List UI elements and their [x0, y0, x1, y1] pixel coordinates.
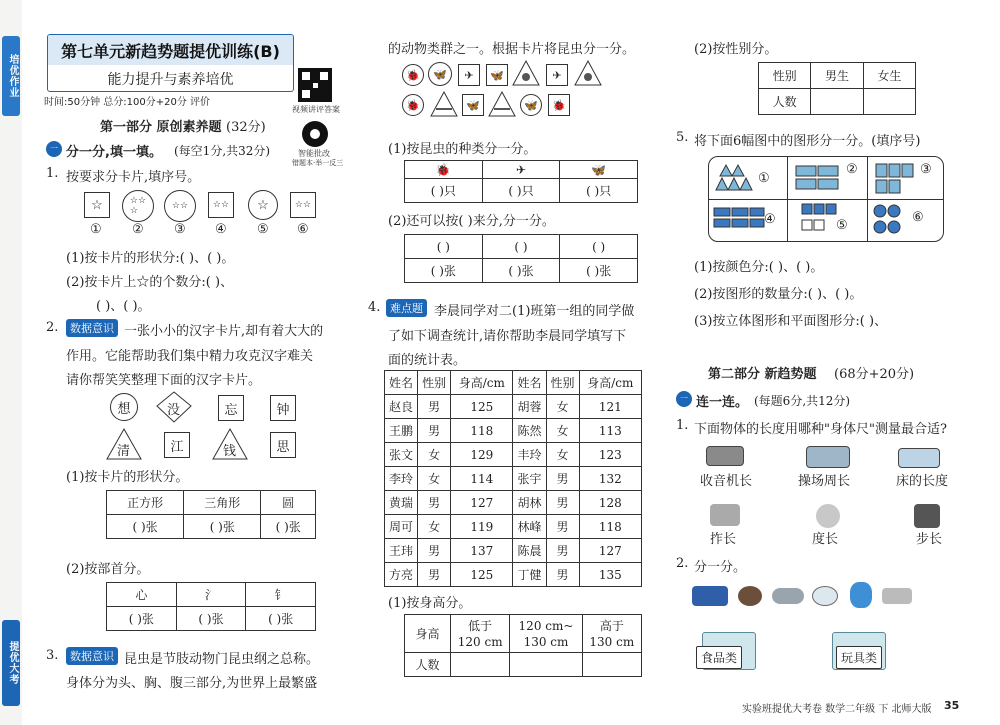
survey-cell: 127 [579, 539, 641, 563]
answer-cell[interactable]: ( )张 [184, 515, 261, 539]
panel-label-4: ④ [764, 212, 776, 227]
spine-bottom-label: 提优大考 [2, 620, 20, 706]
answer-cell[interactable] [510, 653, 582, 677]
card-label-4: ④ [215, 222, 227, 237]
answer-cell[interactable]: ( ) [560, 235, 638, 259]
survey-cell: 方亮 [385, 563, 418, 587]
survey-cell: 胡蓉 [513, 395, 546, 419]
survey-cell: 125 [451, 563, 513, 587]
q2-tag: 数据意识 [66, 319, 118, 337]
beetle-icon: 🐞 [402, 94, 424, 116]
answer-cell[interactable]: ( )张 [107, 607, 177, 631]
survey-cell: 男 [546, 539, 579, 563]
insect-custom-table [404, 234, 638, 283]
qr-code-icon[interactable] [298, 68, 332, 102]
survey-cell: 女 [546, 395, 579, 419]
smart-grading-sub: 错题本·举一反三 [292, 159, 344, 167]
card-label-1: ① [90, 222, 102, 237]
card-6: ☆☆ [290, 192, 316, 218]
survey-header: 姓名 [513, 371, 546, 395]
height-label: 身高 [405, 615, 451, 653]
circles-icon [872, 202, 916, 238]
survey-cell: 周可 [385, 515, 418, 539]
beetle-icon: 🐞 [548, 94, 570, 116]
survey-cell: 113 [579, 419, 641, 443]
shape-header: 正方形 [107, 491, 184, 515]
answer-cell[interactable]: ( )张 [482, 259, 560, 283]
survey-cell: 118 [579, 515, 641, 539]
survey-cell: 女 [418, 443, 451, 467]
hand-span-icon [710, 504, 740, 526]
answer-cell[interactable]: ( )张 [560, 259, 638, 283]
toy-bear-icon[interactable] [850, 582, 872, 608]
panel-label-6: ⑥ [912, 210, 924, 225]
dragonfly-icon [430, 91, 458, 117]
playground-icon [806, 446, 850, 468]
page-subtitle: 能力提升与素养培优 [107, 72, 234, 88]
q3-line2: 身体分为头、胸、腹三部分,为世界上最繁盛 [66, 676, 318, 691]
panel-label-3: ③ [920, 162, 932, 177]
char-card-8: 思 [270, 432, 296, 458]
answer-cell[interactable]: ( )张 [246, 607, 316, 631]
section1-title: 分一分,填一填。 [66, 145, 162, 160]
q4-tag: 难点题 [386, 299, 427, 317]
exam-meta: 时间:50分钟 总分:100分+20分 评价 [44, 97, 211, 108]
answer-cell[interactable]: ( ) [405, 235, 483, 259]
height-range-low: 低于 120 cm [451, 615, 510, 653]
unit-label-step[interactable]: 步长 [916, 532, 943, 547]
panel-label-1: ① [758, 171, 770, 186]
cuboids-icon [794, 162, 844, 194]
survey-cell: 男 [546, 563, 579, 587]
q4-line2: 了如下调查统计,请你帮助李晨同学填写下 [388, 329, 627, 344]
part2-heading: 第二部分 新趋势题 [708, 367, 817, 382]
survey-cell: 123 [579, 443, 641, 467]
q1-stem: 按要求分卡片,填序号。 [66, 170, 201, 185]
bowl-icon[interactable] [812, 586, 838, 606]
radio-icon [706, 446, 744, 466]
part2-score: (68分+20分) [834, 367, 915, 382]
section-number-badge: 一 [676, 391, 692, 407]
p2-q1-stem: 下面物体的长度用哪种"身体尺"测量最合适? [694, 422, 947, 437]
beetle-icon [512, 60, 540, 86]
table-row [385, 515, 642, 539]
survey-cell: 男 [418, 539, 451, 563]
table-row [385, 467, 642, 491]
panel-label-2: ② [846, 162, 858, 177]
dragonfly-icon [488, 91, 516, 117]
q2-number: 2. [46, 320, 59, 335]
toy-car-icon[interactable] [772, 588, 804, 604]
survey-cell: 赵良 [385, 395, 418, 419]
survey-cell: 129 [451, 443, 513, 467]
beetle-icon [574, 60, 602, 86]
butterfly-icon: 🦋 [520, 94, 542, 116]
q4-number: 4. [368, 300, 381, 315]
insect-species-table [404, 160, 638, 203]
p2-q2-stem: 分一分。 [694, 560, 747, 575]
survey-cell: 李玲 [385, 467, 418, 491]
char-card-5: 清 [106, 428, 142, 460]
survey-cell: 王玮 [385, 539, 418, 563]
q1-part-b-cont[interactable]: ( )、( )。 [96, 299, 151, 314]
card-1: ☆ [84, 192, 110, 218]
p2-q2-number: 2. [676, 556, 689, 571]
spine [0, 0, 22, 725]
part1-score: (32分) [226, 120, 266, 135]
footer-text: 实验班提优大考卷 数学二年级 下 北师大版 [742, 704, 932, 715]
survey-cell: 王鹏 [385, 419, 418, 443]
biscuits-icon[interactable] [882, 588, 912, 604]
q2-part-b: (2)按部首分。 [66, 562, 150, 577]
smart-grading-icon[interactable] [302, 121, 328, 147]
arm-span-icon [816, 504, 840, 528]
card-label-5: ⑤ [257, 222, 269, 237]
survey-cell: 林峰 [513, 515, 546, 539]
char-card-2: 没 [156, 391, 192, 423]
answer-cell[interactable]: ( )只 [560, 179, 638, 203]
dragonfly-icon: ✈ [546, 64, 568, 86]
survey-header: 性别 [546, 371, 579, 395]
answer-cell[interactable]: ( )只 [405, 179, 483, 203]
survey-cell: 陈晨 [513, 539, 546, 563]
survey-cell: 男 [418, 563, 451, 587]
q4-part-b: (2)按性别分。 [694, 42, 778, 57]
part2-section1-title: 连一连。 [696, 395, 749, 410]
q5-stem: 将下面6幅图中的图形分一分。(填序号) [694, 134, 921, 149]
q3-tag: 数据意识 [66, 647, 118, 665]
height-range-high: 高于 130 cm [582, 615, 641, 653]
object-label-playground[interactable]: 操场周长 [798, 474, 851, 489]
q3-line1: 昆虫是节肢动物门昆虫纲之总称。 [124, 652, 320, 667]
radical-table [106, 582, 316, 631]
table-row [385, 539, 642, 563]
q5-part-c[interactable]: (3)按立体图形和平面图形分:( )、 [694, 314, 888, 329]
p2-q1-number: 1. [676, 418, 689, 433]
char-card-6: 江 [164, 432, 190, 458]
q5-number: 5. [676, 130, 689, 145]
card-4: ☆☆ [208, 192, 234, 218]
object-label-radio[interactable]: 收音机长 [700, 474, 753, 489]
answer-cell[interactable]: ( )张 [176, 607, 246, 631]
table-row [385, 491, 642, 515]
bed-icon [898, 448, 940, 468]
q4-line3: 面的统计表。 [388, 353, 467, 368]
title-box [47, 34, 294, 92]
survey-cell: 121 [579, 395, 641, 419]
survey-cell: 男 [546, 515, 579, 539]
q5-part-b[interactable]: (2)按图形的数量分:( )、( )。 [694, 287, 863, 302]
char-card-1: 想 [110, 393, 138, 421]
survey-cell: 张宇 [513, 467, 546, 491]
beetle-icon: 🐞 [402, 64, 424, 86]
survey-cell: 137 [451, 539, 513, 563]
answer-cell[interactable]: ( ) [482, 235, 560, 259]
q1-part-a[interactable]: (1)按卡片的形状分:( )、( )。 [66, 251, 235, 266]
survey-cell: 丁健 [513, 563, 546, 587]
q2-line1: 一张小小的汉字卡片,却有着大大的 [124, 324, 324, 339]
card-label-6: ⑥ [297, 222, 309, 237]
count-label: 人数 [759, 89, 811, 115]
height-range-mid: 120 cm~ 130 cm [510, 615, 582, 653]
butterfly-icon: 🦋 [486, 64, 508, 86]
survey-cell: 132 [579, 467, 641, 491]
q3-tag-wrap [66, 647, 118, 665]
footstep-icon [914, 504, 940, 528]
q2-part-a: (1)按卡片的形状分。 [66, 470, 189, 485]
unit-label-span[interactable]: 拃长 [710, 532, 737, 547]
q2-line3: 请你帮笑笑整理下面的汉字卡片。 [66, 373, 262, 388]
char-card-7: 钱 [212, 428, 248, 460]
survey-cell: 127 [451, 491, 513, 515]
q3-line3: 的动物类群之一。根据卡片将昆虫分一分。 [388, 42, 636, 57]
survey-cell: 丰玲 [513, 443, 546, 467]
qr-caption: 视频讲评答案 [292, 105, 340, 114]
part2-section1-note: (每题6分,共12分) [754, 394, 851, 408]
beetle-icon: 🐞 [405, 161, 483, 179]
survey-cell: 男 [418, 395, 451, 419]
q2-line2: 作用。它能帮助我们集中精力攻克汉字难关 [66, 349, 314, 364]
char-card-3: 忘 [218, 395, 244, 421]
answer-cell[interactable]: ( )张 [405, 259, 483, 283]
shape-header: 圆 [261, 491, 316, 515]
answer-cell[interactable] [451, 653, 510, 677]
survey-header: 姓名 [385, 371, 418, 395]
toy-box-label: 玩具类 [836, 646, 882, 669]
answer-cell[interactable]: ( )张 [107, 515, 184, 539]
q3-part-b[interactable]: (2)还可以按( )来分,分一分。 [388, 214, 555, 229]
section1-note: (每空1分,共32分) [174, 144, 271, 158]
q4-tag-wrap [386, 299, 427, 317]
survey-cell: 胡林 [513, 491, 546, 515]
butterfly-icon: 🦋 [428, 62, 452, 86]
survey-cell: 114 [451, 467, 513, 491]
food-box-label: 食品类 [696, 646, 742, 669]
survey-cell: 女 [418, 467, 451, 491]
survey-cell: 女 [546, 443, 579, 467]
card-3: ☆☆ [164, 190, 196, 222]
survey-cell: 陈然 [513, 419, 546, 443]
survey-header: 性别 [418, 371, 451, 395]
gender-header: 男生 [811, 63, 863, 89]
triangles-icon [714, 162, 762, 194]
survey-cell: 女 [546, 419, 579, 443]
q3-part-a: (1)按昆虫的种类分一分。 [388, 142, 537, 157]
radical-header: 钅 [246, 583, 316, 607]
section-number-badge: 一 [46, 141, 62, 157]
q1-part-b[interactable]: (2)按卡片上☆的个数分:( )、 [66, 275, 234, 290]
part1-heading: 第一部分 原创素养题 [100, 120, 222, 135]
survey-cell: 118 [451, 419, 513, 443]
table-row [385, 443, 642, 467]
survey-cell: 男 [418, 491, 451, 515]
cylinders-icon [874, 160, 918, 196]
table-row [385, 563, 642, 587]
survey-header: 身高/cm [451, 371, 513, 395]
smart-grading-label: 智能批改 [298, 149, 330, 158]
survey-header: 身高/cm [579, 371, 641, 395]
answer-cell[interactable] [582, 653, 641, 677]
answer-cell[interactable] [863, 89, 915, 115]
card-2: ☆☆ ☆ [122, 190, 154, 222]
table-row [385, 395, 642, 419]
survey-cell: 119 [451, 515, 513, 539]
answer-cell[interactable]: ( )只 [482, 179, 560, 203]
q4-line1: 李晨同学对二(1)班第一组的同学做 [434, 304, 635, 319]
q2-tag-wrap [66, 319, 118, 337]
shape-table [106, 490, 316, 539]
char-card-4: 钟 [270, 395, 296, 421]
q1-number: 1. [46, 166, 59, 181]
survey-table [384, 370, 642, 587]
q5-part-a[interactable]: (1)按颜色分:( )、( )。 [694, 260, 824, 275]
height-table [404, 614, 642, 677]
survey-cell: 135 [579, 563, 641, 587]
dragonfly-icon: ✈ [458, 64, 480, 86]
gender-header: 女生 [863, 63, 915, 89]
survey-cell: 张文 [385, 443, 418, 467]
page-title: 第七单元新趋势题提优训练(B) [61, 42, 280, 61]
card-label-3: ③ [174, 222, 186, 237]
burger-icon[interactable] [738, 586, 762, 606]
gender-header: 性别 [759, 63, 811, 89]
dragonfly-icon: ✈ [482, 161, 560, 179]
survey-cell: 男 [546, 491, 579, 515]
count-label: 人数 [405, 653, 451, 677]
object-label-bed[interactable]: 床的长度 [896, 474, 949, 489]
survey-cell: 128 [579, 491, 641, 515]
survey-cell: 男 [546, 467, 579, 491]
radical-header: 氵 [176, 583, 246, 607]
butterfly-icon: 🦋 [462, 94, 484, 116]
butterfly-icon: 🦋 [560, 161, 638, 179]
panel-label-5: ⑤ [836, 218, 848, 233]
card-label-2: ② [132, 222, 144, 237]
survey-cell: 女 [418, 515, 451, 539]
q3-number: 3. [46, 648, 59, 663]
answer-cell[interactable] [811, 89, 863, 115]
unit-label-armspan[interactable]: 度长 [812, 532, 839, 547]
survey-cell: 男 [418, 419, 451, 443]
survey-cell: 125 [451, 395, 513, 419]
spine-top-label: 培优作业 [2, 36, 20, 116]
rectangles-icon [712, 206, 766, 230]
survey-cell: 黄瑞 [385, 491, 418, 515]
radical-header: 心 [107, 583, 177, 607]
q4-part-a: (1)按身高分。 [388, 596, 472, 611]
gender-table [758, 62, 916, 115]
card-5: ☆ [248, 190, 278, 220]
page-number: 35 [944, 699, 960, 712]
answer-cell[interactable]: ( )张 [261, 515, 316, 539]
toy-truck-icon[interactable] [692, 586, 728, 606]
table-row [385, 419, 642, 443]
shape-header: 三角形 [184, 491, 261, 515]
